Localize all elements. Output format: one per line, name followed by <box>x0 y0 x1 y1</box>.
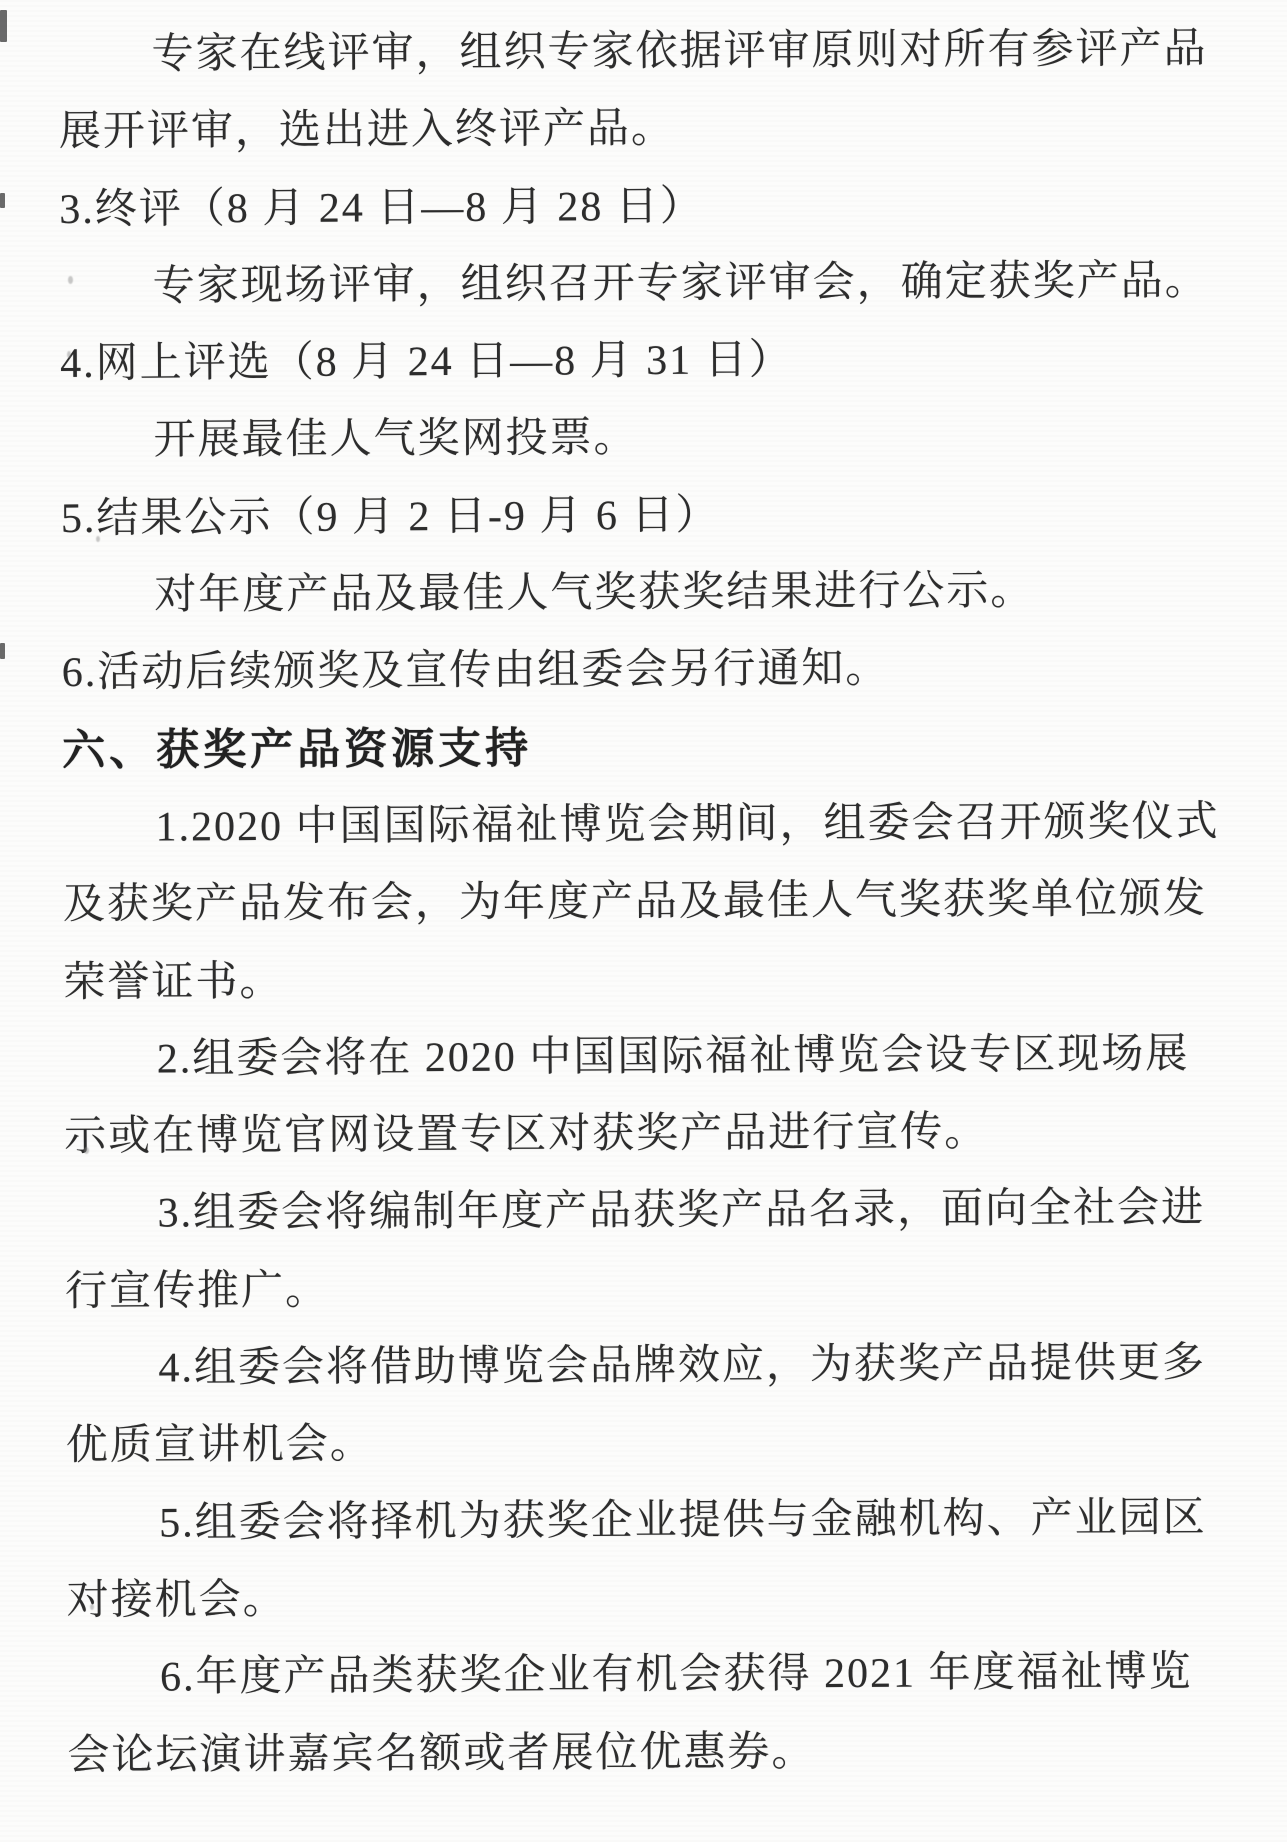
text-line: 展开评审，选出进入终评产品。 <box>58 106 676 156</box>
scan-speck <box>67 351 71 358</box>
scan-edge-mark <box>0 643 5 659</box>
text-line: 1.2020 中国国际福祉博览会期间，组委会召开颁奖仪式 <box>155 798 1220 851</box>
text-line: 5.结果公示（9 月 2 日-9 月 6 日） <box>60 492 720 542</box>
scan-speck <box>68 276 73 284</box>
text-line: 6.年度产品类获奖企业有机会获得 2021 年度福祉博览 <box>159 1649 1193 1701</box>
text-line: 对接机会。 <box>66 1576 287 1624</box>
text-line: 6.活动后续颁奖及宣传由组委会另行通知。 <box>61 646 890 697</box>
section-heading: 六、获奖产品资源支持 <box>62 724 533 775</box>
scan-speck <box>90 1604 94 1610</box>
text-line: 4.网上评选（8 月 24 日—8 月 31 日） <box>60 337 793 388</box>
scan-edge-mark <box>0 10 7 42</box>
text-line: 4.组委会将借助博览会品牌效应，为获奖产品提供更多 <box>158 1340 1207 1392</box>
scan-edge-mark <box>0 193 5 208</box>
scan-speck <box>84 1147 89 1154</box>
text-line: 3.组委会将编制年度产品获奖产品名录，面向全社会进 <box>157 1185 1206 1238</box>
scan-speck <box>96 536 100 542</box>
text-line: 行宣传推广。 <box>64 1267 330 1315</box>
text-line: 对年度产品及最佳人气奖获奖结果进行公示。 <box>154 568 1035 619</box>
text-line: 开展最佳人气奖网投票。 <box>153 415 638 465</box>
text-line: 2.组委会将在 2020 中国国际福祉博览会设专区现场展 <box>156 1031 1190 1083</box>
text-line: 荣誉证书。 <box>63 958 284 1006</box>
text-line: 专家现场评审，组织召开专家评审会，确定获奖产品。 <box>152 257 1209 310</box>
text-line: 示或在博览官网设置专区对获奖产品进行宣传。 <box>64 1109 989 1161</box>
text-line: 3.终评（8 月 24 日—8 月 28 日） <box>59 183 704 233</box>
text-line: 专家在线评审，组织专家依据评审原则对所有参评产品 <box>151 26 1208 78</box>
text-line: 及获奖产品发布会，为年度产品及最佳人气奖获奖单位颁发 <box>62 876 1208 929</box>
text-line: 会论坛演讲嘉宾名额或者展位优惠券。 <box>67 1728 816 1779</box>
text-line: 5.组委会将择机为获奖企业提供与金融机构、产业园区 <box>159 1494 1207 1547</box>
text-line: 优质宣讲机会。 <box>65 1421 374 1470</box>
